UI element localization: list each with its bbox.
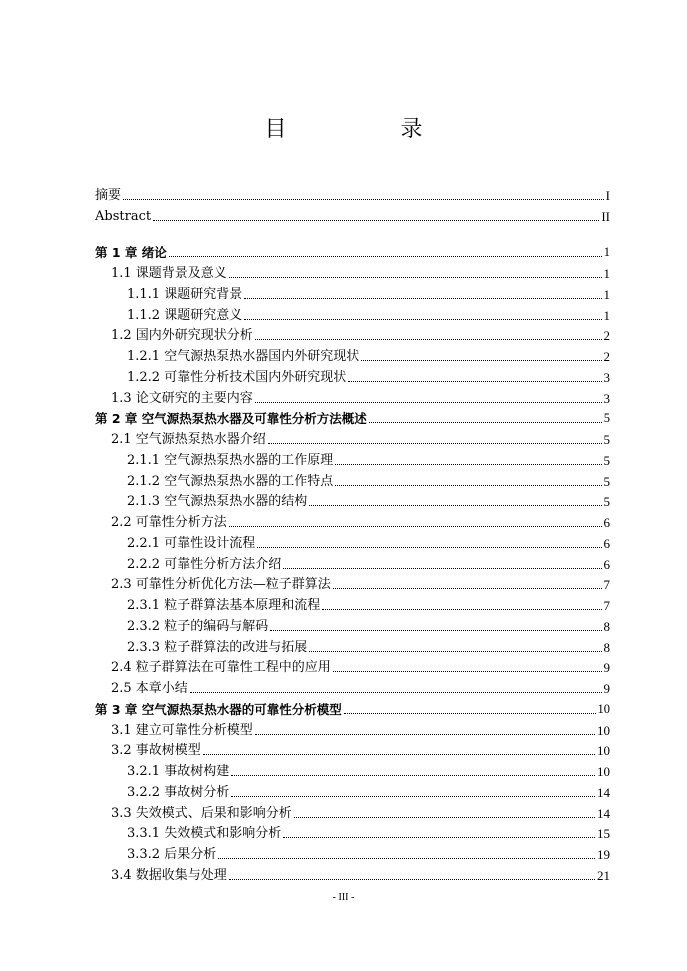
toc-dot-leader xyxy=(218,858,595,859)
toc-entry-title: Abstract xyxy=(95,208,152,224)
toc-page-number: 5 xyxy=(603,432,610,447)
toc-entry-title: 第 2 章 空气源热泵热水器及可靠性分析方法概述 xyxy=(95,411,367,427)
toc-dot-leader xyxy=(294,817,595,818)
toc-entry-title: 1.2 国内外研究现状分析 xyxy=(111,328,253,344)
toc-page-number: 10 xyxy=(597,722,610,738)
toc-entry-title: 1.3 论文研究的主要内容 xyxy=(111,390,253,406)
toc-entry[interactable] xyxy=(95,592,610,613)
toc-page-number: 10 xyxy=(597,701,610,716)
toc-page-number: 14 xyxy=(597,784,610,800)
toc-entry[interactable] xyxy=(95,385,610,406)
toc-dot-leader xyxy=(283,837,595,838)
toc-chapter-entry[interactable] xyxy=(95,240,610,261)
toc-dot-leader xyxy=(229,526,602,527)
toc-entry-title: 2.3.2 粒子的编码与解码 xyxy=(127,618,269,634)
toc-dot-leader xyxy=(255,402,602,403)
toc-entry[interactable] xyxy=(95,758,610,779)
toc-entry[interactable] xyxy=(95,613,610,634)
toc-entry[interactable] xyxy=(95,203,610,224)
toc-entry[interactable] xyxy=(95,862,610,883)
toc-dot-leader xyxy=(153,220,599,221)
toc-entry-title: 3.2 事故树模型 xyxy=(111,743,201,759)
toc-page-number: 19 xyxy=(597,847,610,862)
toc-entry-title: 1.2.1 空气源热泵热水器国内外研究现状 xyxy=(127,349,360,364)
toc-dot-leader xyxy=(348,381,601,382)
toc-spacer xyxy=(95,224,610,240)
toc-entry-title: 2.3.1 粒子群算法基本原理和流程 xyxy=(127,598,321,613)
toc-entry[interactable] xyxy=(95,675,610,696)
page-number: - III - xyxy=(332,892,355,903)
toc-entry[interactable] xyxy=(95,364,610,385)
toc-page-number: I xyxy=(605,187,610,203)
toc-dot-leader xyxy=(270,630,601,631)
toc-page-number: 15 xyxy=(597,826,610,842)
toc-entry-title: 摘要 xyxy=(95,187,122,203)
toc-dot-leader xyxy=(255,339,602,340)
toc-entry-title: 3.2.2 事故树分析 xyxy=(127,784,230,800)
toc-entry-title: 第 1 章 绪论 xyxy=(95,245,167,261)
toc-entry-title: 3.3.2 后果分析 xyxy=(127,847,217,862)
toc-page-number: 21 xyxy=(597,867,610,883)
toc-page-number: 5 xyxy=(603,452,610,468)
toc-entry[interactable] xyxy=(95,260,610,281)
toc-entry-title: 第 3 章 空气源热泵热水器的可靠性分析模型 xyxy=(95,701,342,717)
toc-entry[interactable] xyxy=(95,717,610,738)
page-title: 目 录 xyxy=(264,117,469,142)
toc-entry-title: 2.1.1 空气源热泵热水器的工作原理 xyxy=(127,452,334,468)
toc-entry-title: 2.3.3 粒子群算法的改进与拓展 xyxy=(127,639,308,655)
toc-page-number: 2 xyxy=(603,349,610,364)
toc-dot-leader xyxy=(344,713,596,714)
toc-chapter-entry[interactable] xyxy=(95,696,610,717)
table-of-contents xyxy=(95,182,610,883)
toc-page-number: 2 xyxy=(603,328,610,344)
toc-page-number: 9 xyxy=(603,681,610,696)
toc-entry-title: 1.1 课题背景及意义 xyxy=(111,266,227,281)
toc-entry[interactable] xyxy=(95,182,610,203)
toc-entry[interactable] xyxy=(95,343,610,364)
toc-page-number: 6 xyxy=(603,515,610,530)
toc-dot-leader xyxy=(244,319,601,320)
toc-entry-title: 1.2.2 可靠性分析技术国内外研究现状 xyxy=(127,369,347,385)
toc-page-number: 3 xyxy=(603,390,610,406)
toc-entry-title: 3.2.1 事故树构建 xyxy=(127,764,230,779)
toc-dot-leader xyxy=(361,360,601,361)
toc-page-number: 7 xyxy=(603,577,610,593)
toc-entry[interactable] xyxy=(95,509,610,530)
toc-page-number: 5 xyxy=(603,494,610,510)
toc-dot-leader xyxy=(169,256,602,257)
toc-page-number: 3 xyxy=(603,369,610,385)
toc-dot-leader xyxy=(322,609,601,610)
toc-entry-title: 3.4 数据收集与处理 xyxy=(111,867,227,883)
toc-page-number: 5 xyxy=(603,473,610,489)
toc-entry[interactable] xyxy=(95,655,610,676)
toc-dot-leader xyxy=(268,443,602,444)
toc-dot-leader xyxy=(369,422,602,423)
toc-entry[interactable] xyxy=(95,738,610,759)
toc-entry-title: 2.2 可靠性分析方法 xyxy=(111,515,227,530)
toc-page-number: 6 xyxy=(603,535,610,551)
toc-dot-leader xyxy=(203,754,595,755)
toc-entry[interactable] xyxy=(95,572,610,593)
toc-dot-leader xyxy=(335,485,601,486)
toc-dot-leader xyxy=(333,588,602,589)
toc-entry-title: 2.1.2 空气源热泵热水器的工作特点 xyxy=(127,473,334,489)
toc-dot-leader xyxy=(231,775,595,776)
toc-entry-title: 2.5 本章小结 xyxy=(111,681,188,696)
toc-page-number: 1 xyxy=(603,286,610,302)
toc-dot-leader xyxy=(190,692,602,693)
toc-dot-leader xyxy=(255,734,595,735)
toc-dot-leader xyxy=(257,547,601,548)
toc-entry[interactable] xyxy=(95,821,610,842)
toc-entry[interactable] xyxy=(95,489,610,510)
toc-entry[interactable] xyxy=(95,841,610,862)
toc-page-number: 8 xyxy=(603,618,610,634)
toc-entry[interactable] xyxy=(95,468,610,489)
toc-entry[interactable] xyxy=(95,551,610,572)
toc-entry[interactable] xyxy=(95,323,610,344)
toc-page-number: 5 xyxy=(603,411,610,426)
toc-page-number: 10 xyxy=(597,764,610,779)
toc-chapter-entry[interactable] xyxy=(95,406,610,427)
toc-entry[interactable] xyxy=(95,530,610,551)
toc-entry-title: 1.1.2 课题研究意义 xyxy=(127,307,243,323)
toc-page-number: 1 xyxy=(603,266,610,281)
toc-entry[interactable] xyxy=(95,634,610,655)
toc-entry-title: 2.4 粒子群算法在可靠性工程中的应用 xyxy=(111,660,331,676)
toc-page-number: 8 xyxy=(603,639,610,655)
toc-entry[interactable] xyxy=(95,281,610,302)
toc-page-number: 1 xyxy=(603,307,610,323)
toc-entry[interactable] xyxy=(95,426,610,447)
toc-dot-leader xyxy=(231,796,595,797)
toc-dot-leader xyxy=(283,568,601,569)
toc-dot-leader xyxy=(309,651,601,652)
toc-entry[interactable] xyxy=(95,302,610,323)
toc-dot-leader xyxy=(333,671,602,672)
toc-entry-title: 1.1.1 课题研究背景 xyxy=(127,286,243,302)
toc-dot-leader xyxy=(335,464,601,465)
toc-entry[interactable] xyxy=(95,779,610,800)
toc-entry-title: 2.2.1 可靠性设计流程 xyxy=(127,535,256,551)
toc-dot-leader xyxy=(229,879,595,880)
toc-entry-title: 3.1 建立可靠性分析模型 xyxy=(111,722,253,738)
toc-dot-leader xyxy=(123,199,604,200)
toc-page-number: 1 xyxy=(603,245,610,260)
toc-entry-title: 3.3 失效模式、后果和影响分析 xyxy=(111,805,292,821)
toc-page-number: 14 xyxy=(597,805,610,821)
toc-entry-title: 2.1 空气源热泵热水器介绍 xyxy=(111,432,266,447)
toc-dot-leader xyxy=(244,298,601,299)
toc-entry-title: 2.1.3 空气源热泵热水器的结构 xyxy=(127,494,308,510)
toc-dot-leader xyxy=(309,505,601,506)
toc-entry-title: 3.3.1 失效模式和影响分析 xyxy=(127,826,282,842)
toc-entry-title: 2.3 可靠性分析优化方法—粒子群算法 xyxy=(111,577,331,593)
toc-page-number: 9 xyxy=(603,660,610,676)
toc-entry-title: 2.2.2 可靠性分析方法介绍 xyxy=(127,556,282,572)
toc-page-number: 10 xyxy=(597,743,610,759)
toc-page-number: 6 xyxy=(603,556,610,572)
toc-page-number: II xyxy=(601,208,610,224)
toc-entry[interactable] xyxy=(95,447,610,468)
toc-dot-leader xyxy=(229,277,602,278)
toc-entry[interactable] xyxy=(95,800,610,821)
toc-page-number: 7 xyxy=(603,598,610,613)
